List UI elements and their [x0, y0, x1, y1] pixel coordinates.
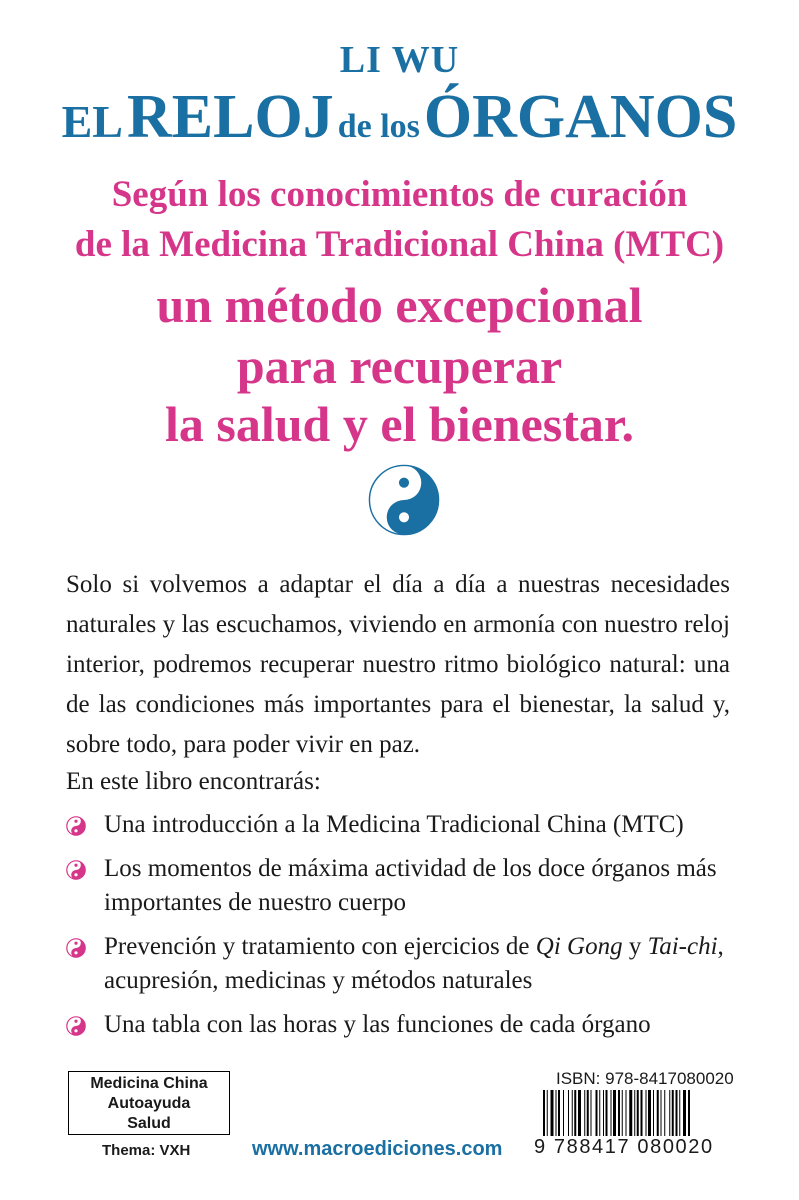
list-item-text-italic: Tai-chi	[647, 933, 718, 960]
yin-yang-bullet-icon	[66, 860, 86, 880]
list-item-text: Los momentos de máxima actividad de los doce órganos más importantes de nuestro cuerpo	[104, 855, 717, 916]
author-name: LI WU	[339, 39, 460, 81]
subject-box	[68, 1071, 230, 1135]
title-organos: ÓRGANOS	[423, 83, 738, 151]
list-item	[66, 852, 756, 920]
list-item	[66, 1008, 756, 1042]
list-item-text	[104, 933, 724, 994]
yin-yang-bullet-icon	[66, 816, 86, 836]
tagline-line-3: un método excepcional	[156, 277, 643, 333]
barcode	[543, 1090, 733, 1136]
list-item-text-italic: Qi Gong	[535, 933, 623, 960]
list-item-text: Una tabla con las horas y las funciones de cada órgano	[104, 1011, 651, 1038]
intro-paragraph: Solo si volvemos a adaptar el día a día a nuestras necesidades naturales y las escuchamos, viviendo en armonía con nuestro reloj interior, podremos recuperar nuestro ritmo biológico natural: una de las condiciones más importantes para el bienestar, la salud y, sobre todo, para poder vivir en paz.	[66, 571, 730, 758]
list-item	[66, 808, 756, 842]
list-item	[66, 930, 756, 998]
list-item-text-part: Prevención y tratamiento con ejercicios de	[104, 933, 536, 960]
contents-list	[66, 808, 756, 1052]
publisher-website: www.macroediciones.com	[252, 1138, 503, 1160]
tagline-line-2: de la Medicina Tradicional China (MTC)	[74, 224, 725, 265]
subject-item: Salud	[127, 1115, 171, 1132]
book-title	[0, 82, 799, 153]
yin-yang-bullet-icon	[66, 1016, 86, 1036]
title-reloj: RELOJ	[126, 83, 334, 151]
thema-code: Thema: VXH	[102, 1142, 191, 1159]
isbn-label: ISBN: 978-8417080020	[556, 1069, 734, 1088]
tagline-line-4: para recuperar	[236, 338, 563, 394]
barcode-digits: 9 788417 080020	[534, 1136, 714, 1158]
list-item-text: Una introducción a la Medicina Tradicional China (MTC)	[104, 811, 684, 838]
subject-item: Autoayuda	[107, 1095, 191, 1112]
list-item-text-part: , acupresión, medicinas y métodos naturales	[104, 933, 724, 994]
title-el: EL	[61, 96, 123, 147]
yin-yang-icon	[368, 464, 440, 536]
title-de-los: de los	[337, 108, 420, 145]
list-item-text-part: y	[622, 933, 648, 960]
tagline-line-5: la salud y el bienestar.	[164, 396, 635, 452]
subject-item: Medicina China	[90, 1075, 208, 1092]
tagline-line-1: Según los conocimientos de curación	[111, 174, 688, 215]
list-heading: En este libro encontrarás:	[66, 768, 321, 795]
yin-yang-bullet-icon	[66, 938, 86, 958]
